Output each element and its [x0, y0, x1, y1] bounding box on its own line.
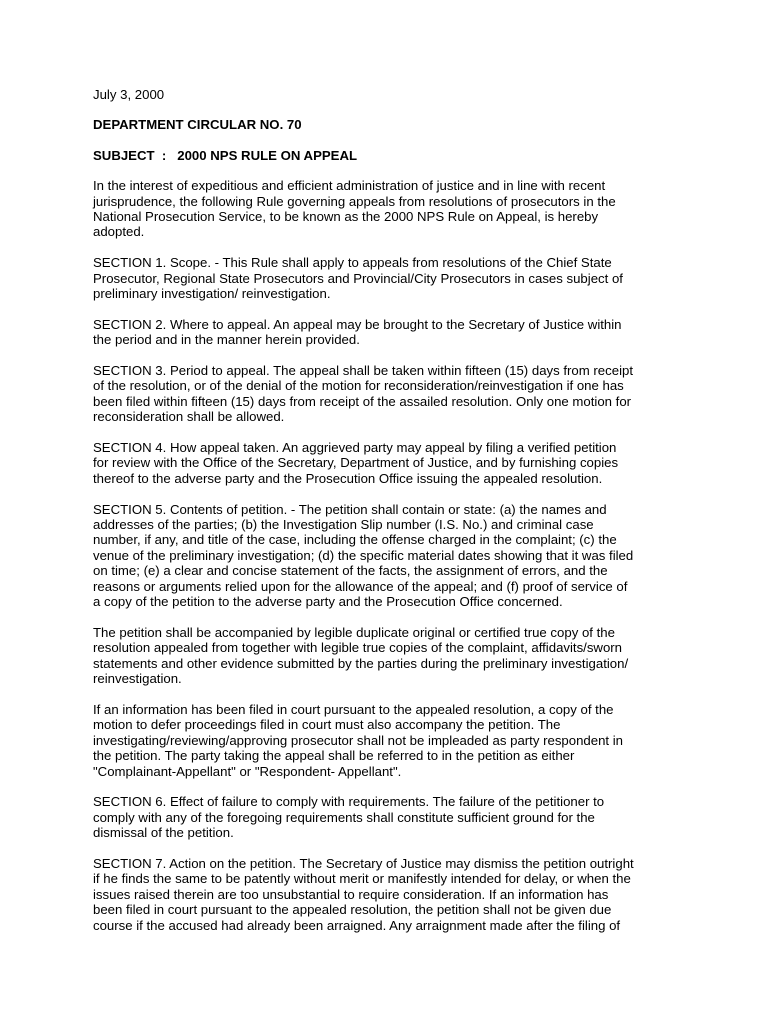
paragraph	[93, 317, 693, 348]
paragraph-line: addresses of the parties; (b) the Investigation Slip number (I.S. No.) and criminal case	[93, 517, 594, 533]
paragraph	[93, 502, 693, 610]
paragraph-line: comply with any of the foregoing requirements shall constitute sufficient ground for the	[93, 809, 595, 825]
paragraph-line: SECTION 7. Action on the petition. The Secretary of Justice may dismiss the petition outright	[93, 855, 634, 871]
paragraph	[93, 178, 693, 240]
paragraph-line: "Complainant-Appellant" or "Respondent- Appellant".	[93, 763, 402, 779]
paragraph-line: of the resolution, or of the denial of the motion for reconsideration/reinvestigation if one has	[93, 378, 624, 394]
subject-line: SUBJECT : 2000 NPS RULE ON APPEAL	[93, 147, 358, 163]
paragraph-line: reconsideration shall be allowed.	[93, 409, 285, 425]
paragraph-line: number, if any, and title of the case, including the offense charged in the complaint; (c) the	[93, 532, 617, 548]
paragraph-line: jurisprudence, the following Rule governing appeals from resolutions of prosecutors in the	[93, 193, 616, 209]
paragraph-line: SECTION 4. How appeal taken. An aggrieved party may appeal by filing a verified petition	[93, 440, 617, 456]
paragraph-line: the period and in the manner herein provided.	[93, 332, 360, 348]
paragraph-line: reasons or arguments relied upon for the allowance of the appeal; and (f) proof of service of	[93, 578, 628, 594]
document-page	[93, 87, 693, 948]
paragraph-line: a copy of the petition to the adverse party and the Prosecution Office concerned.	[93, 594, 563, 610]
document-body	[93, 178, 693, 933]
paragraph-line: Prosecutor, Regional State Prosecutors and Provincial/City Prosecutors in cases subject of	[93, 270, 623, 286]
paragraph-line: the petition. The party taking the appeal shall be referred to in the petition as either	[93, 748, 575, 764]
paragraph-line: venue of the preliminary investigation; (d) the specific material dates showing that it was filed	[93, 547, 634, 563]
paragraph-line: SECTION 1. Scope. - This Rule shall apply to appeals from resolutions of the Chief State	[93, 255, 612, 271]
paragraph	[93, 856, 693, 933]
paragraph-line: issues raised therein are too unsubstantial to require consideration. If an information has	[93, 886, 609, 902]
paragraph-line: course if the accused had already been arraigned. Any arraignment made after the filing of	[93, 917, 621, 933]
paragraph-line: motion to defer proceedings filed in court must also accompany the petition. The	[93, 717, 561, 733]
paragraph-line: preliminary investigation/ reinvestigation.	[93, 286, 331, 302]
paragraph-line: if he finds the same to be patently without merit or manifestly intended for delay, or when the	[93, 871, 631, 887]
paragraph-line: statements and other evidence submitted by the parties during the preliminary investigation/	[93, 655, 629, 671]
paragraph-line: investigating/reviewing/approving prosecutor shall not be impleaded as party respondent in	[93, 732, 624, 748]
paragraph-line: reinvestigation.	[93, 671, 182, 687]
paragraph	[93, 363, 693, 425]
paragraph-line: In the interest of expeditious and efficient administration of justice and in line with recent	[93, 178, 606, 194]
paragraph	[93, 702, 693, 779]
circular-title: DEPARTMENT CIRCULAR NO. 70	[93, 117, 302, 133]
paragraph-line: adopted.	[93, 224, 145, 240]
paragraph-line: SECTION 3. Period to appeal. The appeal shall be taken within fifteen (15) days from receipt	[93, 363, 633, 379]
paragraph	[93, 794, 693, 840]
paragraph-line: If an information has been filed in court pursuant to the appealed resolution, a copy of the	[93, 701, 614, 717]
document-date: July 3, 2000	[93, 87, 165, 102]
paragraph-line: for review with the Office of the Secretary, Department of Justice, and by furnishing copies	[93, 455, 619, 471]
paragraph-line: SECTION 5. Contents of petition. - The petition shall contain or state: (a) the names and	[93, 501, 607, 517]
paragraph-line: thereof to the adverse party and the Prosecution Office issuing the appealed resolution.	[93, 470, 603, 486]
paragraph-line: on time; (e) a clear and concise statement of the facts, the assignment of errors, and the	[93, 563, 608, 579]
paragraph-line: resolution appealed from together with legible true copies of the complaint, affidavits/sworn	[93, 640, 623, 656]
paragraph-line: been filed within fifteen (15) days from receipt of the assailed resolution. Only one motion for	[93, 393, 632, 409]
paragraph-line: National Prosecution Service, to be known as the 2000 NPS Rule on Appeal, is hereby	[93, 209, 599, 225]
paragraph	[93, 440, 693, 486]
paragraph-line: been filed in court pursuant to the appealed resolution, the petition shall not be given due	[93, 902, 612, 918]
paragraph	[93, 625, 693, 687]
paragraph-line: dismissal of the petition.	[93, 825, 234, 841]
paragraph-line: SECTION 6. Effect of failure to comply with requirements. The failure of the petitioner to	[93, 794, 605, 810]
paragraph-line: SECTION 2. Where to appeal. An appeal may be brought to the Secretary of Justice within	[93, 316, 622, 332]
paragraph-line: The petition shall be accompanied by legible duplicate original or certified true copy of the	[93, 624, 615, 640]
paragraph	[93, 255, 693, 301]
